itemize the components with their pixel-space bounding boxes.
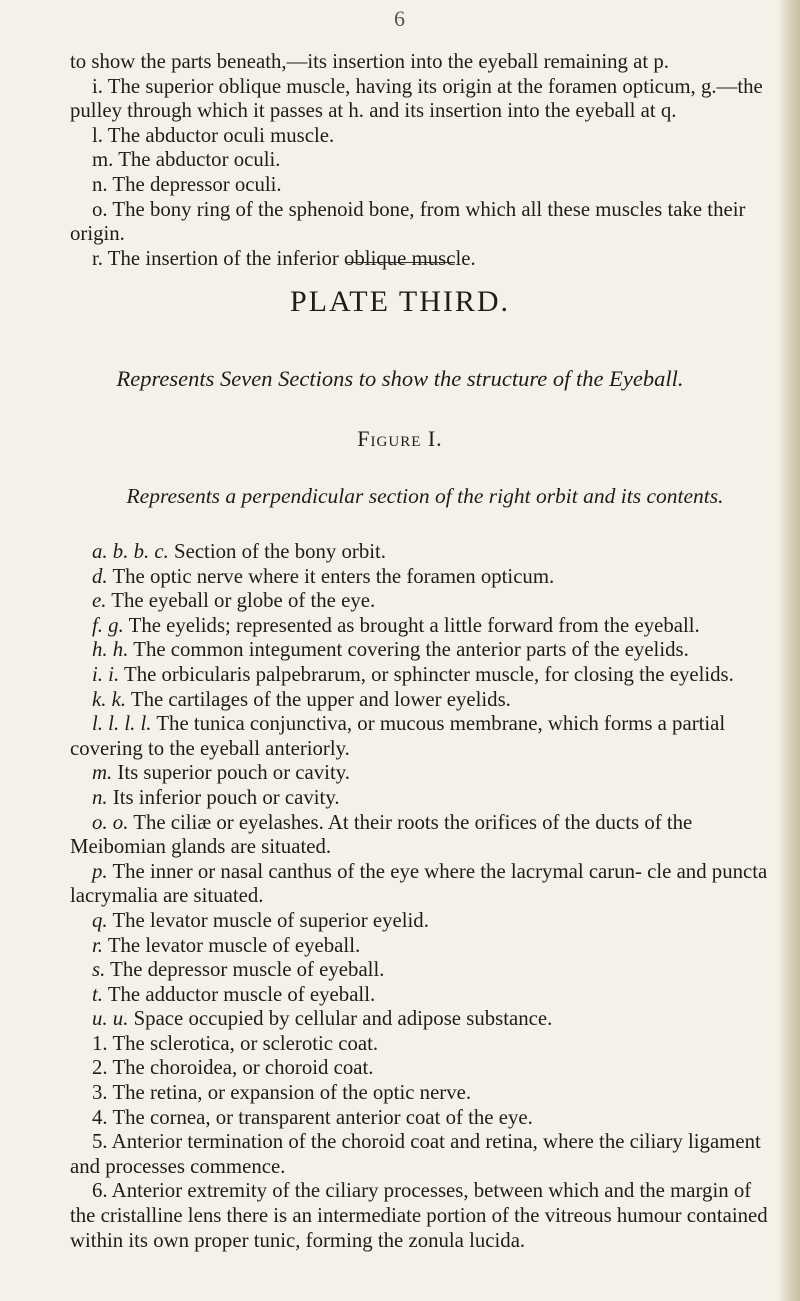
- item-text: The sclerotica, or sclerotic coat.: [112, 1031, 379, 1055]
- item-label: u. u.: [92, 1007, 129, 1031]
- intro-section: [70, 50, 780, 271]
- figure-subtitle: Represents a perpendicular section of the right orbit and its contents.: [126, 484, 724, 508]
- item-text: The cartilages of the upper and lower eyelids.: [130, 687, 511, 711]
- item-label: k. k.: [92, 687, 127, 711]
- item-label: h. h.: [92, 638, 129, 662]
- figure-item: [70, 860, 780, 909]
- figure-item: [70, 958, 780, 983]
- item-text: Its superior pouch or cavity.: [117, 761, 350, 785]
- figure-heading: Figure I.: [357, 426, 443, 451]
- intro-line-6: r. The insertion of the inferior oblique muscle.: [92, 246, 476, 270]
- item-text: The retina, or expansion of the optic nerve.: [112, 1081, 472, 1105]
- item-text: The cornea, or transparent anterior coat of the eye.: [112, 1105, 533, 1129]
- item-text: The ciliæ or eyelashes. At their roots the orifices of the ducts of the Meibomian glands are situated.: [70, 810, 693, 859]
- item-text: The levator muscle of superior eyelid.: [112, 908, 429, 932]
- figure-item: [70, 1081, 780, 1106]
- item-text: The levator muscle of eyeball.: [107, 933, 361, 957]
- figure-item: [70, 589, 780, 614]
- item-text: The choroidea, or choroid coat.: [112, 1056, 374, 1080]
- item-label: l. l. l. l.: [92, 712, 152, 736]
- figure-item: [70, 565, 780, 590]
- page-number: 6: [394, 6, 406, 31]
- figure-item: [70, 934, 780, 959]
- item-text: Its inferior pouch or cavity.: [112, 785, 340, 809]
- item-label: 4.: [92, 1105, 108, 1129]
- item-text: The optic nerve where it enters the foramen opticum.: [112, 564, 555, 588]
- figure-item: [70, 688, 780, 713]
- figure-item: [70, 983, 780, 1008]
- item-label: e.: [92, 589, 107, 613]
- item-label: 5.: [92, 1130, 108, 1154]
- intro-line-2: l. The abductor oculi muscle.: [92, 123, 335, 147]
- figure-item: [70, 1106, 780, 1131]
- item-text: The inner or nasal canthus of the eye where the lacrymal carun- cle and puncta lacrymalia are situated.: [70, 859, 768, 908]
- figure-item: [70, 1056, 780, 1081]
- item-label: 1.: [92, 1031, 108, 1055]
- item-label: 6.: [92, 1179, 108, 1203]
- section-divider: [345, 262, 455, 263]
- item-text: The common integument covering the anterior parts of the eyelids.: [133, 638, 689, 662]
- item-label: d.: [92, 564, 108, 588]
- intro-line-0: to show the parts beneath,—its insertion into the eyeball remaining at p.: [70, 50, 669, 73]
- item-label: o. o.: [92, 810, 129, 834]
- item-text: Space occupied by cellular and adipose substance.: [133, 1007, 553, 1031]
- figure-item: [70, 761, 780, 786]
- figure-items: [70, 540, 780, 1253]
- item-text: The eyeball or globe of the eye.: [111, 589, 376, 613]
- item-label: 2.: [92, 1056, 108, 1080]
- item-text: Anterior extremity of the ciliary processes, between which and the margin of the cristalline lens there is an intermediate portion of the vitreous humour contained within its own proper tunic, forming the zonula lucida.: [70, 1179, 768, 1252]
- figure-item: [70, 638, 780, 663]
- figure-item: [70, 1179, 780, 1253]
- figure-item: [70, 540, 780, 565]
- intro-line-1: i. The superior oblique muscle, having its origin at the foramen opticum, g.—the pulley through which it passes at h. and its insertion into the eyeball at q.: [70, 74, 763, 123]
- item-text: The eyelids; represented as brought a little forward from the eyeball.: [128, 613, 700, 637]
- item-text: The tunica conjunctiva, or mucous membrane, which forms a partial covering to the eyeball anteriorly.: [70, 712, 726, 760]
- item-text: The orbicularis palpebrarum, or sphincter muscle, for closing the eyelids.: [123, 662, 734, 686]
- intro-line-5: o. The bony ring of the sphenoid bone, from which all these muscles take their origin.: [70, 197, 746, 246]
- item-label: p.: [92, 859, 108, 883]
- item-label: r.: [92, 933, 103, 957]
- figure-item: [70, 1032, 780, 1057]
- figure-item: [70, 663, 780, 688]
- figure-item: [70, 786, 780, 811]
- item-label: n.: [92, 785, 108, 809]
- plate-title: PLATE THIRD.: [289, 285, 511, 318]
- figure-item: [70, 1007, 780, 1032]
- figure-item: [70, 712, 780, 761]
- item-label: s.: [92, 958, 106, 982]
- item-label: i. i.: [92, 662, 120, 686]
- item-text: The depressor muscle of eyeball.: [110, 958, 385, 982]
- figure-item: [70, 1130, 780, 1179]
- item-label: a. b. b. c.: [92, 540, 169, 563]
- item-label: m.: [92, 761, 113, 785]
- item-text: Anterior termination of the choroid coat and retina, where the ciliary ligament and processes commence.: [70, 1130, 761, 1178]
- item-text: The adductor muscle of eyeball.: [107, 982, 376, 1006]
- intro-line-3: m. The abductor oculi.: [92, 148, 281, 172]
- plate-subtitle: Represents Seven Sections to show the structure of the Eyeball.: [116, 366, 684, 391]
- page-edge-shadow: [778, 0, 800, 1301]
- item-label: q.: [92, 908, 108, 932]
- intro-line-4: n. The depressor oculi.: [92, 172, 282, 196]
- figure-item: [70, 614, 780, 639]
- item-label: t.: [92, 982, 103, 1006]
- item-label: f. g.: [92, 613, 124, 637]
- item-text: Section of the bony orbit.: [174, 540, 387, 563]
- figure-item: [70, 811, 780, 860]
- item-label: 3.: [92, 1081, 108, 1105]
- figure-item: [70, 909, 780, 934]
